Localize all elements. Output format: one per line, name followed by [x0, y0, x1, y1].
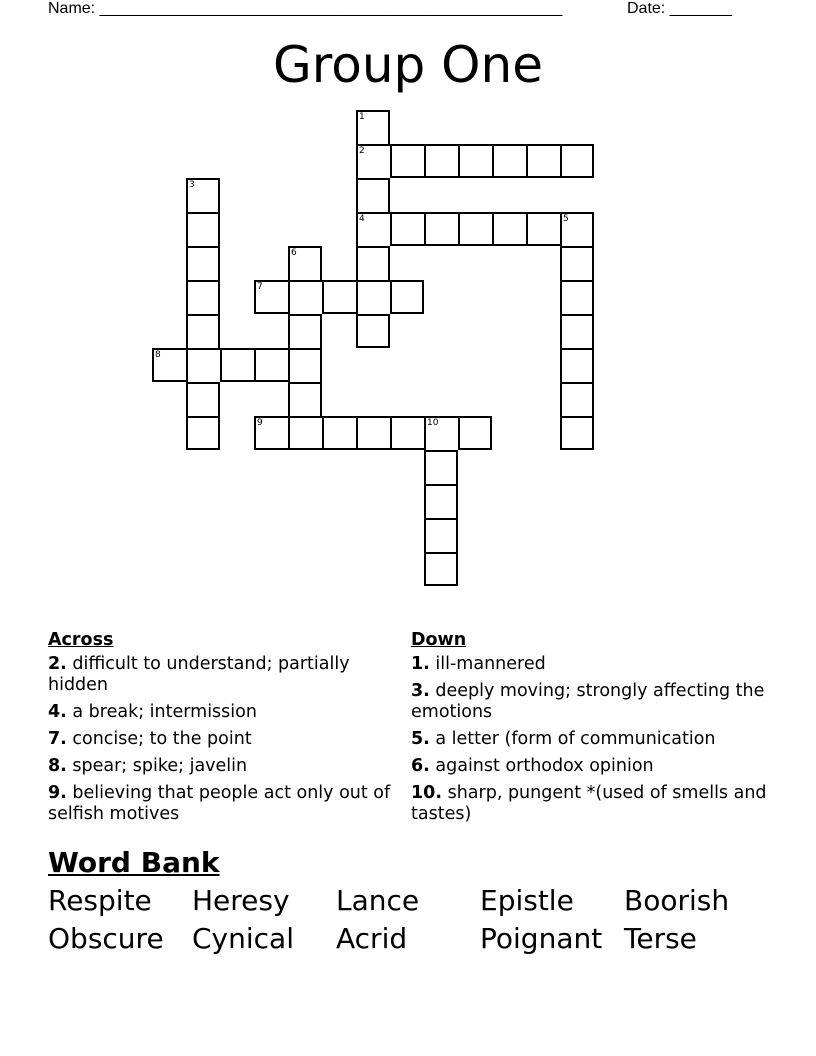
crossword-cell[interactable] [288, 280, 322, 314]
crossword-cell[interactable] [356, 144, 390, 178]
clue-number: 9. [48, 783, 67, 803]
crossword-cell[interactable] [560, 314, 594, 348]
clue-number: 7. [48, 729, 67, 749]
across-heading: Across [48, 630, 114, 650]
crossword-cell[interactable] [424, 450, 458, 484]
clue-number: 5. [411, 729, 430, 749]
crossword-cell[interactable] [254, 416, 288, 450]
crossword-cell[interactable] [254, 280, 288, 314]
crossword-cell[interactable] [356, 178, 390, 212]
clue-number: 10. [411, 783, 443, 803]
clue-item [48, 783, 398, 825]
crossword-cell[interactable] [560, 280, 594, 314]
crossword-cell[interactable] [186, 314, 220, 348]
clue-item [411, 783, 771, 825]
clue-number-label: 2 [359, 146, 365, 156]
crossword-cell[interactable] [492, 144, 526, 178]
clue-text: sharp, pungent *(used of smells and tastes) [411, 783, 767, 824]
date-field-line: Date: _______ [627, 0, 732, 17]
crossword-cell[interactable] [560, 144, 594, 178]
clue-number-label: 4 [359, 214, 365, 224]
clue-text: against orthodox opinion [429, 756, 654, 776]
crossword-cell[interactable] [186, 178, 220, 212]
crossword-cell[interactable] [424, 518, 458, 552]
clue-text: a letter (form of communication [429, 729, 716, 749]
clue-text: concise; to the point [66, 729, 252, 749]
word-bank-word: Obscure [48, 922, 164, 955]
down-clues [411, 630, 771, 831]
clue-text: spear; spike; javelin [66, 756, 248, 776]
crossword-cell[interactable] [458, 212, 492, 246]
clue-item [48, 702, 398, 723]
crossword-cell[interactable] [458, 144, 492, 178]
clue-number: 6. [411, 756, 430, 776]
crossword-cell[interactable] [526, 144, 560, 178]
crossword-cell[interactable] [390, 416, 424, 450]
word-bank-word: Heresy [192, 884, 290, 917]
clue-text: ill-mannered [429, 654, 546, 674]
crossword-cell[interactable] [186, 246, 220, 280]
crossword-cell[interactable] [186, 416, 220, 450]
clue-item [411, 756, 771, 777]
across-clues [48, 630, 398, 831]
clue-number: 1. [411, 654, 430, 674]
word-bank-word: Acrid [336, 922, 408, 955]
crossword-cell[interactable] [186, 212, 220, 246]
down-heading: Down [411, 630, 467, 650]
crossword-cell[interactable] [526, 212, 560, 246]
clue-item [411, 681, 771, 723]
clue-number-label: 3 [189, 180, 195, 190]
crossword-cell[interactable] [152, 348, 186, 382]
clue-item [48, 654, 398, 696]
crossword-cell[interactable] [288, 348, 322, 382]
crossword-cell[interactable] [254, 348, 288, 382]
clue-item [411, 729, 771, 750]
word-bank-word: Epistle [480, 884, 574, 917]
name-field-line: Name: ____________________________________________________ [48, 0, 563, 17]
crossword-cell[interactable] [186, 280, 220, 314]
crossword-cell[interactable] [560, 348, 594, 382]
clue-number-label: 10 [427, 418, 439, 428]
crossword-cell[interactable] [356, 314, 390, 348]
crossword-cell[interactable] [390, 212, 424, 246]
word-bank-word: Cynical [192, 922, 294, 955]
crossword-cell[interactable] [288, 246, 322, 280]
clue-item [411, 654, 771, 675]
crossword-cell[interactable] [322, 416, 356, 450]
clue-number-label: 1 [359, 112, 365, 122]
crossword-cell[interactable] [424, 144, 458, 178]
crossword-cell[interactable] [220, 348, 254, 382]
clue-text: deeply moving; strongly affecting the emotions [411, 681, 765, 722]
crossword-cell[interactable] [288, 314, 322, 348]
clue-number-label: 8 [155, 350, 161, 360]
crossword-cell[interactable] [560, 212, 594, 246]
word-bank-word: Terse [624, 922, 697, 955]
clue-number: 4. [48, 702, 67, 722]
clue-number-label: 7 [257, 282, 263, 292]
clue-text: believing that people act only out of selfish motives [48, 783, 391, 824]
crossword-cell[interactable] [356, 246, 390, 280]
crossword-cell[interactable] [356, 280, 390, 314]
crossword-cell[interactable] [288, 416, 322, 450]
crossword-cell[interactable] [186, 348, 220, 382]
crossword-cell[interactable] [424, 484, 458, 518]
crossword-cell[interactable] [356, 110, 390, 144]
clue-number-label: 6 [291, 248, 297, 258]
clue-number-label: 5 [563, 214, 569, 224]
crossword-cell[interactable] [492, 212, 526, 246]
word-bank-word: Respite [48, 884, 152, 917]
crossword-cell[interactable] [424, 212, 458, 246]
crossword-cell[interactable] [322, 280, 356, 314]
crossword-cell[interactable] [288, 382, 322, 416]
crossword-cell[interactable] [390, 144, 424, 178]
clue-item [48, 729, 398, 750]
clue-number: 8. [48, 756, 67, 776]
crossword-cell[interactable] [424, 552, 458, 586]
crossword-cell[interactable] [560, 246, 594, 280]
clue-item [48, 756, 398, 777]
clue-number: 3. [411, 681, 430, 701]
clue-text: a break; intermission [66, 702, 257, 722]
clue-number-label: 9 [257, 418, 263, 428]
clue-number: 2. [48, 654, 67, 674]
word-bank-word: Poignant [480, 922, 603, 955]
crossword-cell[interactable] [424, 416, 458, 450]
crossword-cell[interactable] [356, 212, 390, 246]
word-bank-word: Lance [336, 884, 420, 917]
crossword-cell[interactable] [458, 416, 492, 450]
crossword-cell[interactable] [560, 382, 594, 416]
word-bank-title: Word Bank [48, 846, 220, 879]
crossword-cell[interactable] [356, 416, 390, 450]
crossword-cell[interactable] [186, 382, 220, 416]
crossword-cell[interactable] [390, 280, 424, 314]
word-bank-word: Boorish [624, 884, 730, 917]
clue-text: difficult to understand; partially hidden [48, 654, 350, 695]
page-title: Group One [273, 36, 543, 94]
crossword-cell[interactable] [560, 416, 594, 450]
